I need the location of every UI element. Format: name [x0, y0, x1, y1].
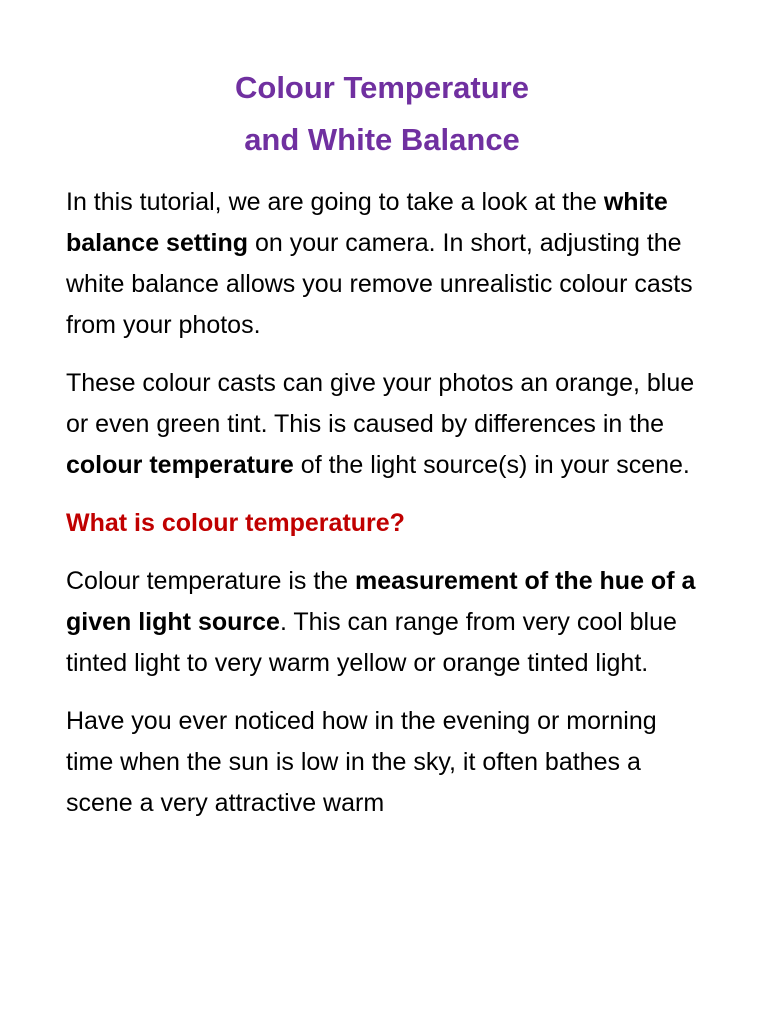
paragraph-definition-text-2: . This can range from very cool blue tinted light to very warm yellow or orange tinted light. [66, 608, 677, 677]
document-title [66, 62, 698, 166]
paragraph-evening-light [66, 701, 706, 824]
paragraph-intro [66, 182, 706, 346]
paragraph-colour-casts-bold: colour temperature [66, 451, 294, 479]
paragraph-colour-casts [66, 363, 706, 486]
paragraph-intro-text-1: In this tutorial, we are going to take a look at the [66, 188, 604, 216]
title-line-2: and White Balance [244, 122, 520, 157]
title-line-1: Colour Temperature [235, 70, 529, 105]
paragraph-intro-text-2: on your camera. In short, adjusting the white balance allows you remove unrealistic colour casts from your photos. [66, 229, 693, 339]
paragraph-colour-casts-text-2: of the light source(s) in your scene. [293, 451, 690, 479]
paragraph-evening-light-text: Have you ever noticed how in the evening or morning time when the sun is low in the sky, it often bathes a scene a very attractive warm [66, 707, 657, 817]
paragraph-definition [66, 561, 706, 684]
document-page [66, 62, 706, 841]
paragraph-definition-bold: measurement of the hue of a given light source [66, 567, 696, 636]
paragraph-intro-bold: white balance setting [66, 188, 668, 257]
paragraph-colour-casts-text-1: These colour casts can give your photos an orange, blue or even green tint. This is caused by differences in the [66, 369, 695, 438]
paragraph-definition-text-1: Colour temperature is the [66, 567, 356, 595]
section-heading: What is colour temperature? [66, 509, 405, 537]
